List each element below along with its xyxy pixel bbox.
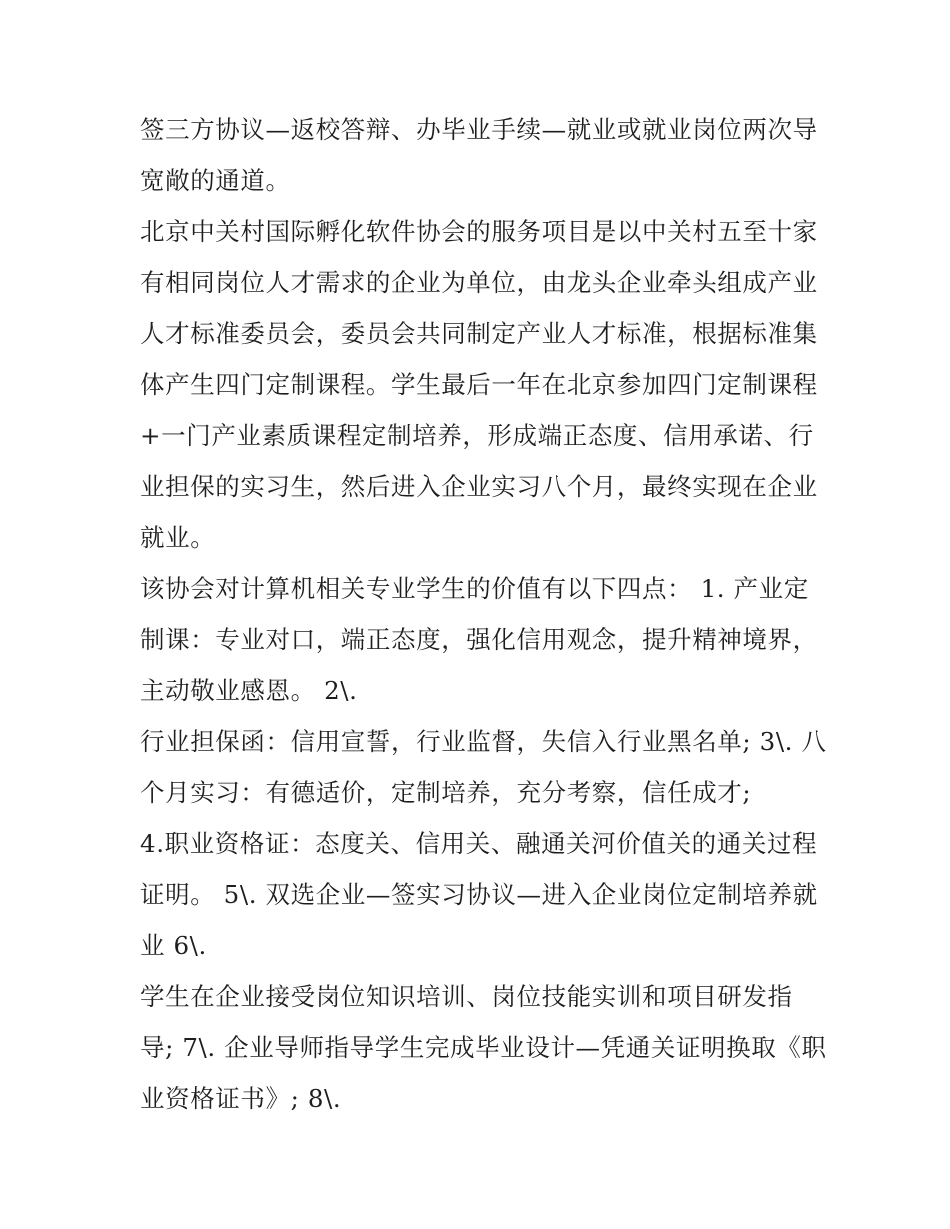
- text-line: 业 6\.: [140, 931, 207, 960]
- text-line: 导; 7\. 企业导师指导学生完成毕业设计—凭通关证明换取《职: [140, 1033, 827, 1062]
- text-line: 业资格证书》; 8\.: [140, 1084, 342, 1113]
- text-line: 北京中关村国际孵化软件协会的服务项目是以中关村五至十家: [140, 217, 818, 246]
- text-line: 该协会对计算机相关专业学生的价值有以下四点： 1. 产业定: [140, 574, 809, 603]
- text-line: 宽敞的通道。: [140, 166, 291, 195]
- text-line: 证明。 5\. 双选企业—签实习协议—进入企业岗位定制培养就: [140, 880, 818, 909]
- text-line: 就业。: [140, 523, 216, 552]
- text-line: 主动敬业感恩。 2\.: [140, 676, 358, 705]
- text-line: 行业担保函：信用宣誓，行业监督，失信入行业黑名单; 3\. 八: [140, 727, 827, 756]
- text-line: 签三方协议—返校答辩、办毕业手续—就业或就业岗位两次导: [140, 115, 818, 144]
- text-line: +一门产业素质课程定制培养，形成端正态度、信用承诺、行: [140, 421, 814, 450]
- text-line: 制课：专业对口，端正态度，强化信用观念，提升精神境界，: [140, 625, 818, 654]
- body-text: [140, 104, 827, 1124]
- text-line: 个月实习：有德适价，定制培养，充分考察，信任成才;: [140, 778, 752, 807]
- text-line: 有相同岗位人才需求的企业为单位，由龙头企业牵头组成产业: [140, 268, 818, 297]
- text-line: 体产生四门定制课程。学生最后一年在北京参加四门定制课程: [140, 370, 818, 399]
- text-line: 业担保的实习生，然后进入企业实习八个月，最终实现在企业: [140, 472, 818, 501]
- text-line: 学生在企业接受岗位知识培训、岗位技能实训和项目研发指: [140, 982, 793, 1011]
- text-line: 人才标准委员会，委员会共同制定产业人才标准，根据标准集: [140, 319, 818, 348]
- text-line: 4.职业资格证：态度关、信用关、融通关河价值关的通关过程: [140, 829, 818, 858]
